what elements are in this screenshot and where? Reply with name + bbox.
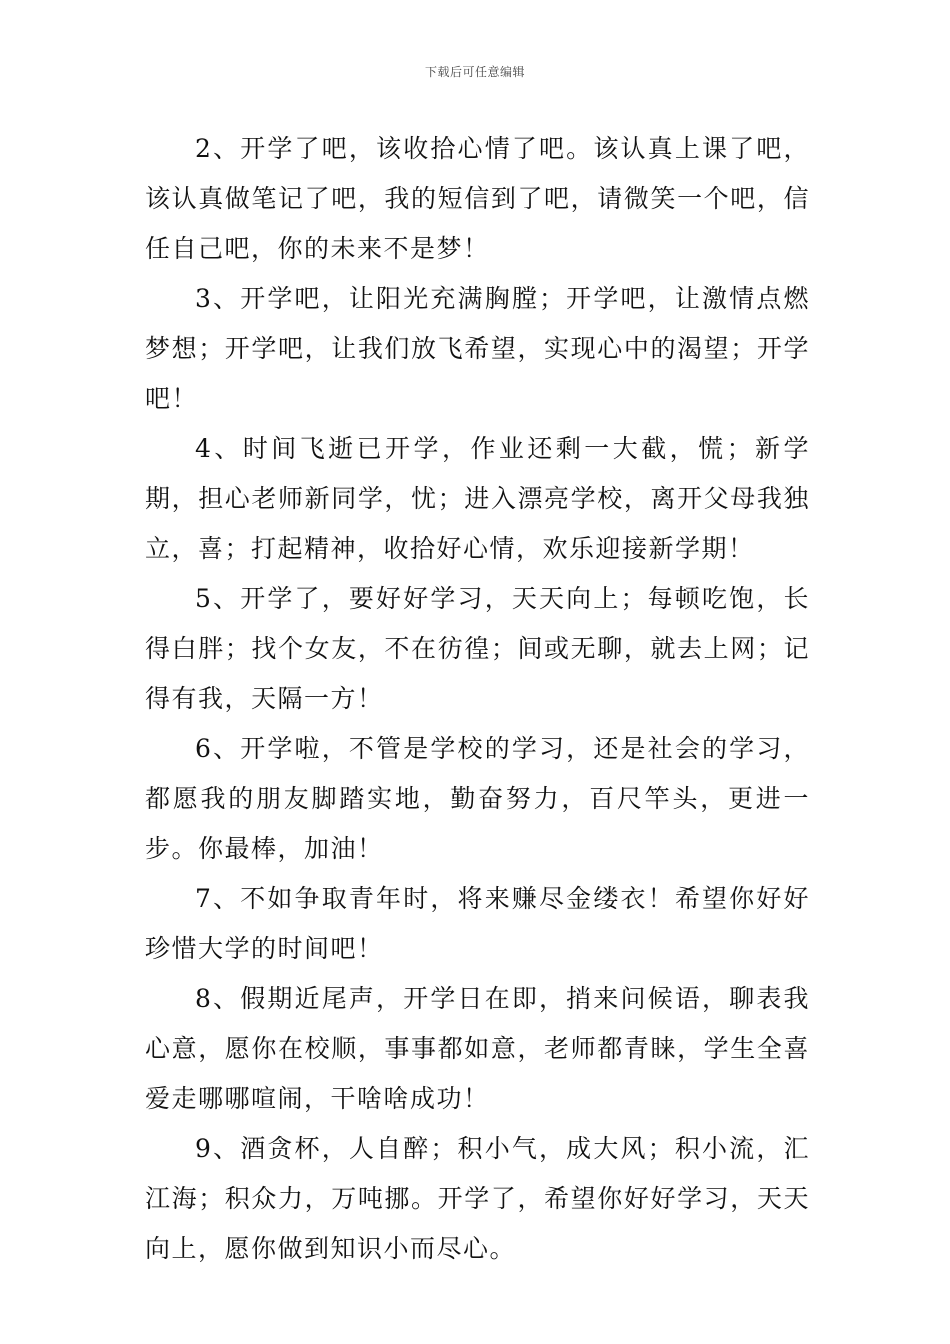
paragraph-5: 5、开学了，要好好学习，天天向上；每顿吃饱，长得白胖；找个女友，不在彷徨；间或无聊，就去上网；记得有我，天隔一方！ [145,584,810,713]
paragraph-7: 7、不如争取青年时，将来赚尽金缕衣！希望你好好珍惜大学的时间吧！ [145,884,810,963]
header-note: 下载后可任意编辑 [424,65,525,79]
paragraph-3: 3、开学吧，让阳光充满胸膛；开学吧，让激情点燃梦想；开学吧，让我们放飞希望，实现心中的渴望；开学吧！ [145,284,810,413]
paragraph-6: 6、开学啦，不管是学校的学习，还是社会的学习，都愿我的朋友脚踏实地，勤奋努力，百尺竿头，更进一步。你最棒，加油！ [145,734,810,863]
paragraph-2: 2、开学了吧，该收拾心情了吧。该认真上课了吧，该认真做笔记了吧，我的短信到了吧，请微笑一个吧，信任自己吧，你的未来不是梦！ [145,134,810,263]
document-body [145,124,810,1274]
paragraph-9: 9、酒贪杯，人自醉；积小气，成大风；积小流，汇江海；积众力，万吨挪。开学了，希望你好好学习，天天向上，愿你做到知识小而尽心。 [145,1134,810,1263]
paragraph-8: 8、假期近尾声，开学日在即，捎来问候语，聊表我心意，愿你在校顺，事事都如意，老师都青睐，学生全喜爱走哪哪喧闹，干啥啥成功！ [145,984,810,1113]
paragraph-4: 4、时间飞逝已开学，作业还剩一大截，慌；新学期，担心老师新同学，忧；进入漂亮学校，离开父母我独立，喜；打起精神，收拾好心情，欢乐迎接新学期！ [145,434,810,563]
